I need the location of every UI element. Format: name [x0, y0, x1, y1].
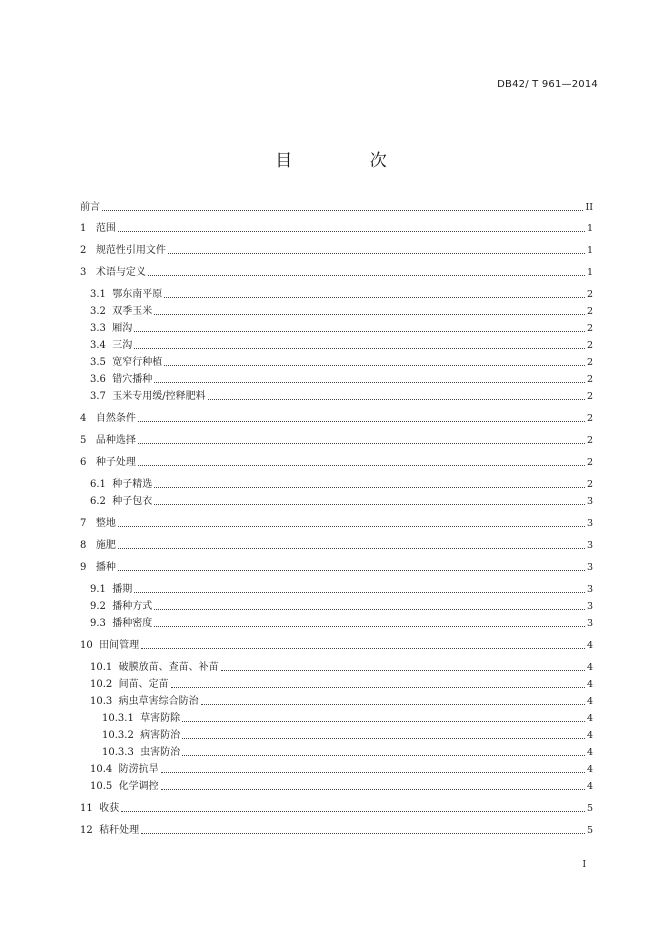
toc-entry-title: 化学调控	[118, 781, 159, 792]
page-number: I	[582, 860, 586, 870]
toc-dot-leader	[182, 721, 585, 722]
toc-entry-title: 整地	[95, 518, 116, 529]
toc-entry-number: 10.3.1	[102, 713, 141, 724]
toc-entry-number: 12	[80, 825, 100, 836]
toc-entry-page: 3	[586, 584, 593, 595]
toc-entry-title: 种子精选	[112, 479, 153, 490]
toc-entry-number: 2	[80, 245, 96, 256]
toc-entry-title: 施肥	[95, 540, 116, 551]
toc-entry-page: 3	[586, 562, 593, 573]
toc-dot-leader	[138, 465, 585, 466]
toc-dot-leader	[182, 738, 585, 739]
toc-entry-title: 错穴播种	[112, 374, 153, 385]
toc-entry-number: 9	[80, 562, 96, 573]
toc-entry-number: 3.3	[90, 323, 113, 334]
toc-entry-number: 10.5	[90, 781, 119, 792]
toc-entry-title: 前言	[80, 202, 100, 213]
toc-entry[interactable]	[80, 320, 593, 335]
toc-entry-page: 3	[586, 618, 593, 629]
toc-entry[interactable]	[80, 493, 593, 508]
toc-entry-number: 9.1	[90, 584, 113, 595]
toc-dot-leader	[168, 253, 585, 254]
toc-dot-leader	[118, 231, 585, 232]
toc-entry[interactable]	[80, 710, 593, 725]
toc-entry-number: 7	[80, 518, 96, 529]
toc-entry-number: 9.3	[90, 618, 113, 629]
toc-entry-title: 播种方式	[112, 601, 153, 612]
toc-entry-page: 1	[586, 267, 593, 278]
toc-entry-title: 破膜放苗、查苗、补苗	[118, 662, 219, 673]
toc-entry-title: 虫害防治	[140, 747, 181, 758]
toc-entry[interactable]	[80, 199, 593, 214]
toc-entry[interactable]	[80, 371, 593, 386]
toc-entry-page: 2	[586, 374, 593, 385]
toc-entry[interactable]	[80, 476, 593, 491]
toc-entry-page: 4	[586, 781, 593, 792]
toc-entry-page: 2	[586, 457, 593, 468]
toc-dot-leader	[154, 487, 585, 488]
toc-dot-leader	[138, 443, 585, 444]
toc-entry[interactable]	[80, 454, 593, 469]
toc-entry[interactable]	[80, 515, 593, 530]
toc-dot-leader	[141, 648, 585, 649]
toc-entry-page: 3	[586, 601, 593, 612]
toc-entry-number: 10.1	[90, 662, 119, 673]
toc-dot-leader	[164, 365, 585, 366]
toc-entry-page: 2	[586, 340, 593, 351]
toc-entry[interactable]	[80, 303, 593, 318]
toc-entry-title: 范围	[95, 223, 116, 234]
toc-entry-number: 6.2	[90, 496, 113, 507]
toc-entry-title: 种子处理	[95, 457, 136, 468]
toc-entry-title: 种子包衣	[112, 496, 153, 507]
toc-dot-leader	[134, 348, 585, 349]
toc-entry-number: 5	[80, 435, 96, 446]
toc-entry-number: 6	[80, 457, 96, 468]
toc-entry-page: 3	[586, 518, 593, 529]
toc-entry-page: 4	[586, 640, 593, 651]
toc-entry[interactable]	[80, 727, 593, 742]
toc-dot-leader	[208, 399, 585, 400]
toc-dot-leader	[182, 755, 585, 756]
toc-entry-title: 鄂东南平原	[112, 289, 163, 300]
toc-dot-leader	[161, 772, 585, 773]
toc-entry[interactable]	[80, 598, 593, 613]
toc-entry-page: 5	[586, 803, 593, 814]
toc-entry-title: 厢沟	[112, 323, 133, 334]
toc-entry-title: 病虫草害综合防治	[118, 696, 199, 707]
toc-entry[interactable]	[80, 432, 593, 447]
toc-entry-title: 收获	[99, 803, 120, 814]
toc-entry-title: 规范性引用文件	[95, 245, 166, 256]
toc-dot-leader	[121, 811, 585, 812]
toc-entry-page: 4	[586, 730, 593, 741]
toc-entry-number: 3.6	[90, 374, 113, 385]
toc-entry[interactable]	[80, 744, 593, 759]
toc-entry-title: 草害防除	[140, 713, 181, 724]
toc-dot-leader	[221, 670, 585, 671]
toc-entry-title: 间苗、定苗	[118, 679, 169, 690]
toc-entry-number: 1	[80, 223, 96, 234]
toc-entry-title: 双季玉米	[112, 306, 153, 317]
toc-entry-title: 播期	[112, 584, 133, 595]
toc-entry[interactable]	[80, 637, 593, 652]
toc-entry-page: 2	[586, 435, 593, 446]
toc-entry-title: 播种密度	[112, 618, 153, 629]
toc-dot-leader	[161, 789, 585, 790]
toc-entry-page: 2	[586, 306, 593, 317]
toc-title: 目 次	[275, 151, 423, 171]
toc-entry-page: 2	[586, 391, 593, 402]
toc-dot-leader	[154, 382, 585, 383]
toc-dot-leader	[102, 210, 583, 211]
toc-entry-number: 3	[80, 267, 96, 278]
toc-entry-page: 2	[586, 413, 593, 424]
toc-entry-page: 4	[586, 679, 593, 690]
toc-entry-page: 1	[586, 245, 593, 256]
toc-dot-leader	[154, 314, 585, 315]
toc-entry-title: 自然条件	[95, 413, 136, 424]
toc-entry-number: 4	[80, 413, 96, 424]
toc-entry[interactable]	[80, 800, 593, 815]
toc-entry-number: 10.4	[90, 764, 119, 775]
toc-entry[interactable]	[80, 761, 593, 776]
toc-dot-leader	[141, 833, 585, 834]
toc-dot-leader	[134, 331, 585, 332]
toc-entry-number: 6.1	[90, 479, 113, 490]
toc-entry[interactable]	[80, 537, 593, 552]
toc-entry-title: 品种选择	[95, 435, 136, 446]
toc-entry-title: 玉米专用缓/控释肥料	[112, 391, 206, 402]
toc-entry-page: 2	[586, 357, 593, 368]
toc-entry-number: 3.4	[90, 340, 113, 351]
toc-entry-title: 播种	[95, 562, 116, 573]
toc-entry-number: 10.3	[90, 696, 119, 707]
toc-entry-number: 9.2	[90, 601, 113, 612]
toc-entry-page: 4	[586, 747, 593, 758]
toc-dot-leader	[201, 704, 585, 705]
toc-dot-leader	[171, 687, 585, 688]
toc-entry[interactable]	[80, 242, 593, 257]
document-code: DB42/ T 961—2014	[497, 79, 598, 90]
toc-entry[interactable]	[80, 337, 593, 352]
toc-entry-number: 3.2	[90, 306, 113, 317]
toc-entry-title: 防涝抗旱	[118, 764, 159, 775]
toc-entry-number: 11	[80, 803, 100, 814]
toc-dot-leader	[148, 275, 585, 276]
toc-entry[interactable]	[80, 615, 593, 630]
toc-entry-title: 术语与定义	[95, 267, 146, 278]
toc-entry[interactable]	[80, 822, 593, 837]
toc-dot-leader	[164, 297, 585, 298]
toc-entry-number: 8	[80, 540, 96, 551]
toc-entry-number: 3.7	[90, 391, 113, 402]
toc-entry[interactable]	[80, 286, 593, 301]
toc-entry-page: 1	[586, 223, 593, 234]
toc-entry[interactable]	[80, 264, 593, 279]
toc-entry-page: 2	[586, 289, 593, 300]
toc-entry-page: 2	[586, 479, 593, 490]
toc-entry-title: 秸秆处理	[99, 825, 140, 836]
toc-entry-number: 10.2	[90, 679, 119, 690]
toc-entry-title: 病害防治	[140, 730, 181, 741]
toc-dot-leader	[154, 626, 585, 627]
toc-entry[interactable]	[80, 778, 593, 793]
toc-dot-leader	[154, 609, 585, 610]
toc-entry[interactable]	[80, 388, 593, 403]
toc-entry-number: 10	[80, 640, 100, 651]
toc-entry-page: 4	[586, 662, 593, 673]
toc-entry[interactable]	[80, 410, 593, 425]
toc-dot-leader	[154, 504, 585, 505]
toc-entry-page: 4	[586, 696, 593, 707]
toc-entry-page: 4	[586, 764, 593, 775]
toc-entry-number: 10.3.2	[102, 730, 141, 741]
toc-entry-title: 田间管理	[99, 640, 140, 651]
toc-dot-leader	[118, 526, 585, 527]
toc-entry-title: 三沟	[112, 340, 133, 351]
toc-entry[interactable]	[80, 354, 593, 369]
toc-entry[interactable]	[80, 220, 593, 235]
toc-entry-number: 3.5	[90, 357, 113, 368]
toc-entry-page: 3	[586, 540, 593, 551]
toc-entry[interactable]	[80, 659, 593, 674]
toc-entry[interactable]	[80, 559, 593, 574]
toc-entry-page: 4	[586, 713, 593, 724]
toc-entry-number: 3.1	[90, 289, 113, 300]
toc-dot-leader	[134, 592, 585, 593]
toc-entry-page: 5	[586, 825, 593, 836]
toc-dot-leader	[118, 548, 585, 549]
toc-dot-leader	[138, 421, 585, 422]
toc-entry-number: 10.3.3	[102, 747, 141, 758]
toc-dot-leader	[118, 570, 585, 571]
toc-entry[interactable]	[80, 581, 593, 596]
toc-entry-page: II	[585, 202, 593, 213]
toc-entry[interactable]	[80, 693, 593, 708]
toc-entry-title: 宽窄行种植	[112, 357, 163, 368]
toc-entry-page: 2	[586, 323, 593, 334]
toc-entry[interactable]	[80, 676, 593, 691]
toc-entry-page: 3	[586, 496, 593, 507]
